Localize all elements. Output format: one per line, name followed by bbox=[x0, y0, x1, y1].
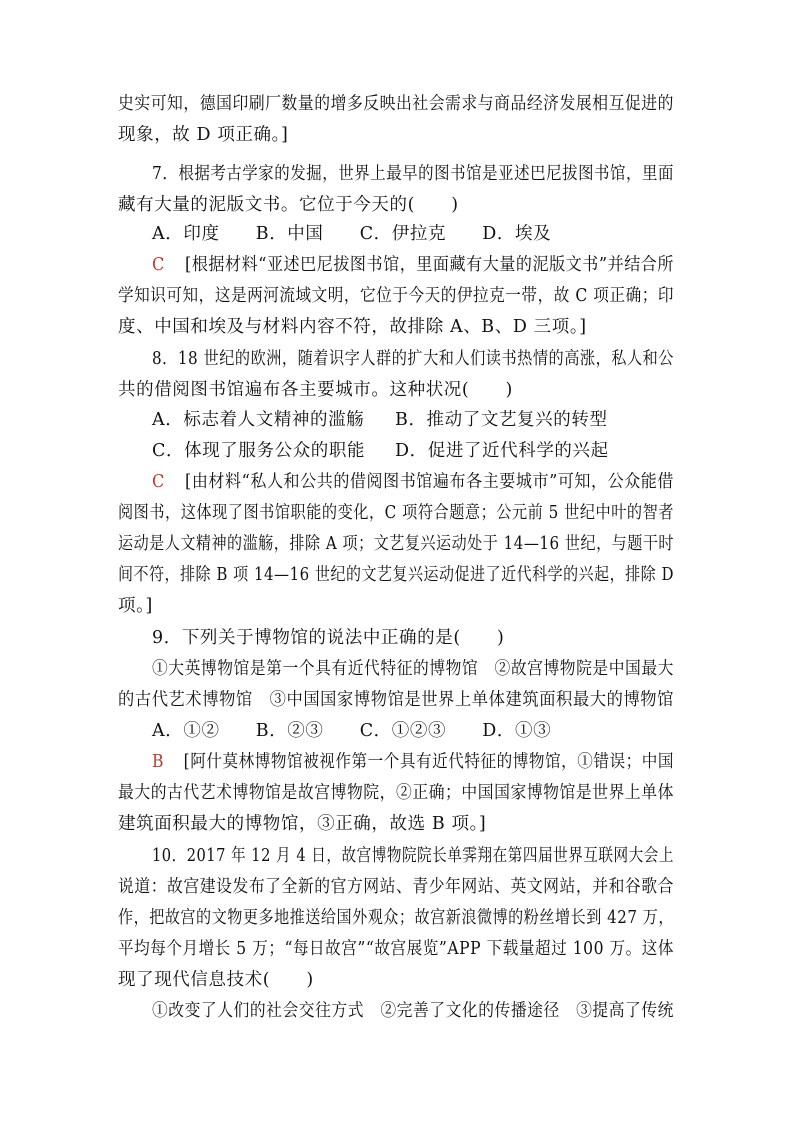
explanation-line: 学知识可知，这是两河流域文明，它位于今天的伊拉克一带，故 C 项正确；印 bbox=[118, 286, 674, 306]
explanation-line: 运动是人文精神的滥觞，排除 A 项；文艺复兴运动处于 14—16 世纪，与题干时 bbox=[118, 534, 674, 554]
question-8-option-c: C．体现了服务公众的职能 bbox=[152, 441, 366, 461]
question-7-stem: 7．根据考古学家的发掘，世界上最早的图书馆是亚述巴尼拔图书馆，里面 bbox=[152, 164, 674, 184]
answer-letter: C bbox=[152, 255, 165, 275]
question-9-stem: 9．下列关于博物馆的说法中正确的是( ) bbox=[152, 628, 505, 648]
question-10-stem: 平均每个月增长 5 万；“每日故宫”“故宫展览”APP 下载量超过 100 万。这体 bbox=[118, 939, 674, 959]
question-8-option-a: A．标志着人文精神的滥觞 bbox=[152, 410, 365, 430]
explanation-text: [由材料“私人和公共的借阅图书馆遍布各主要城市”可知，公众能借 bbox=[185, 472, 674, 492]
question-7-stem: 藏有大量的泥版文书。它位于今天的( ) bbox=[118, 195, 459, 215]
question-10-stem: 现了现代信息技术( ) bbox=[118, 970, 314, 990]
question-10-stem: 10．2017 年 12 月 4 日，故宫博物院院长单霁翔在第四届世界互联网大会上 bbox=[152, 846, 674, 866]
question-8-option-b: B．推动了文艺复兴的转型 bbox=[395, 410, 608, 430]
paragraph-line: 史实可知，德国印刷厂数量的增多反映出社会需求与商品经济发展相互促进的 bbox=[118, 94, 674, 114]
question-8-option-d: D．促进了近代科学的兴起 bbox=[395, 441, 609, 461]
question-9-statements: ①大英博物馆是第一个具有近代特征的博物馆 ②故宫博物院是中国最大 bbox=[152, 659, 674, 679]
explanation-text: [阿什莫林博物馆被视作第一个具有近代特征的博物馆，①错误；中国 bbox=[183, 752, 674, 772]
question-8-explanation bbox=[152, 471, 674, 493]
explanation-line: 间不符，排除 B 项 14—16 世纪的文艺复兴运动促进了近代科学的兴起，排除 D bbox=[118, 565, 674, 585]
question-9-options: A．①② B．②③ C．①②③ D．①③ bbox=[152, 721, 552, 741]
explanation-line: 最大的古代艺术博物馆是故宫博物院，②正确；中国国家博物馆是世界上单体 bbox=[118, 783, 674, 803]
explanation-line: 阅图书，这体现了图书馆职能的变化，C 项符合题意；公元前 5 世纪中叶的智者 bbox=[118, 503, 674, 523]
answer-letter: B bbox=[152, 752, 164, 772]
question-10-statements: ①改变了人们的社会交往方式 ②完善了文化的传播途径 ③提高了传统 bbox=[152, 1001, 674, 1021]
question-8-stem: 共的借阅图书馆遍布各主要城市。这种状况( ) bbox=[118, 380, 513, 400]
answer-letter: C bbox=[152, 472, 165, 492]
question-9-explanation bbox=[152, 751, 674, 773]
explanation-text: [根据材料“亚述巴尼拔图书馆，里面藏有大量的泥版文书”并结合所 bbox=[185, 255, 674, 275]
question-7-explanation bbox=[152, 254, 674, 276]
question-9-statements: 的古代艺术博物馆 ③中国国家博物馆是世界上单体建筑面积最大的博物馆 bbox=[118, 690, 674, 710]
paragraph-line: 现象，故 D 项正确。] bbox=[118, 125, 289, 145]
question-8-stem: 8．18 世纪的欧洲，随着识字人群的扩大和人们读书热情的高涨，私人和公 bbox=[152, 349, 674, 369]
question-7-options: A．印度 B．中国 C．伊拉克 D．埃及 bbox=[152, 224, 552, 244]
explanation-line: 项。] bbox=[118, 596, 153, 616]
explanation-line: 建筑面积最大的博物馆，③正确，故选 B 项。] bbox=[118, 814, 487, 834]
explanation-line: 度、中国和埃及与材料内容不符，故排除 A、B、D 三项。] bbox=[118, 317, 587, 337]
question-10-stem: 说道：故宫建设发布了全新的官方网站、青少年网站、英文网站，并和谷歌合 bbox=[118, 877, 674, 897]
question-10-stem: 作，把故宫的文物更多地推送给国外观众；故宫新浪微博的粉丝增长到 427 万， bbox=[118, 908, 674, 928]
